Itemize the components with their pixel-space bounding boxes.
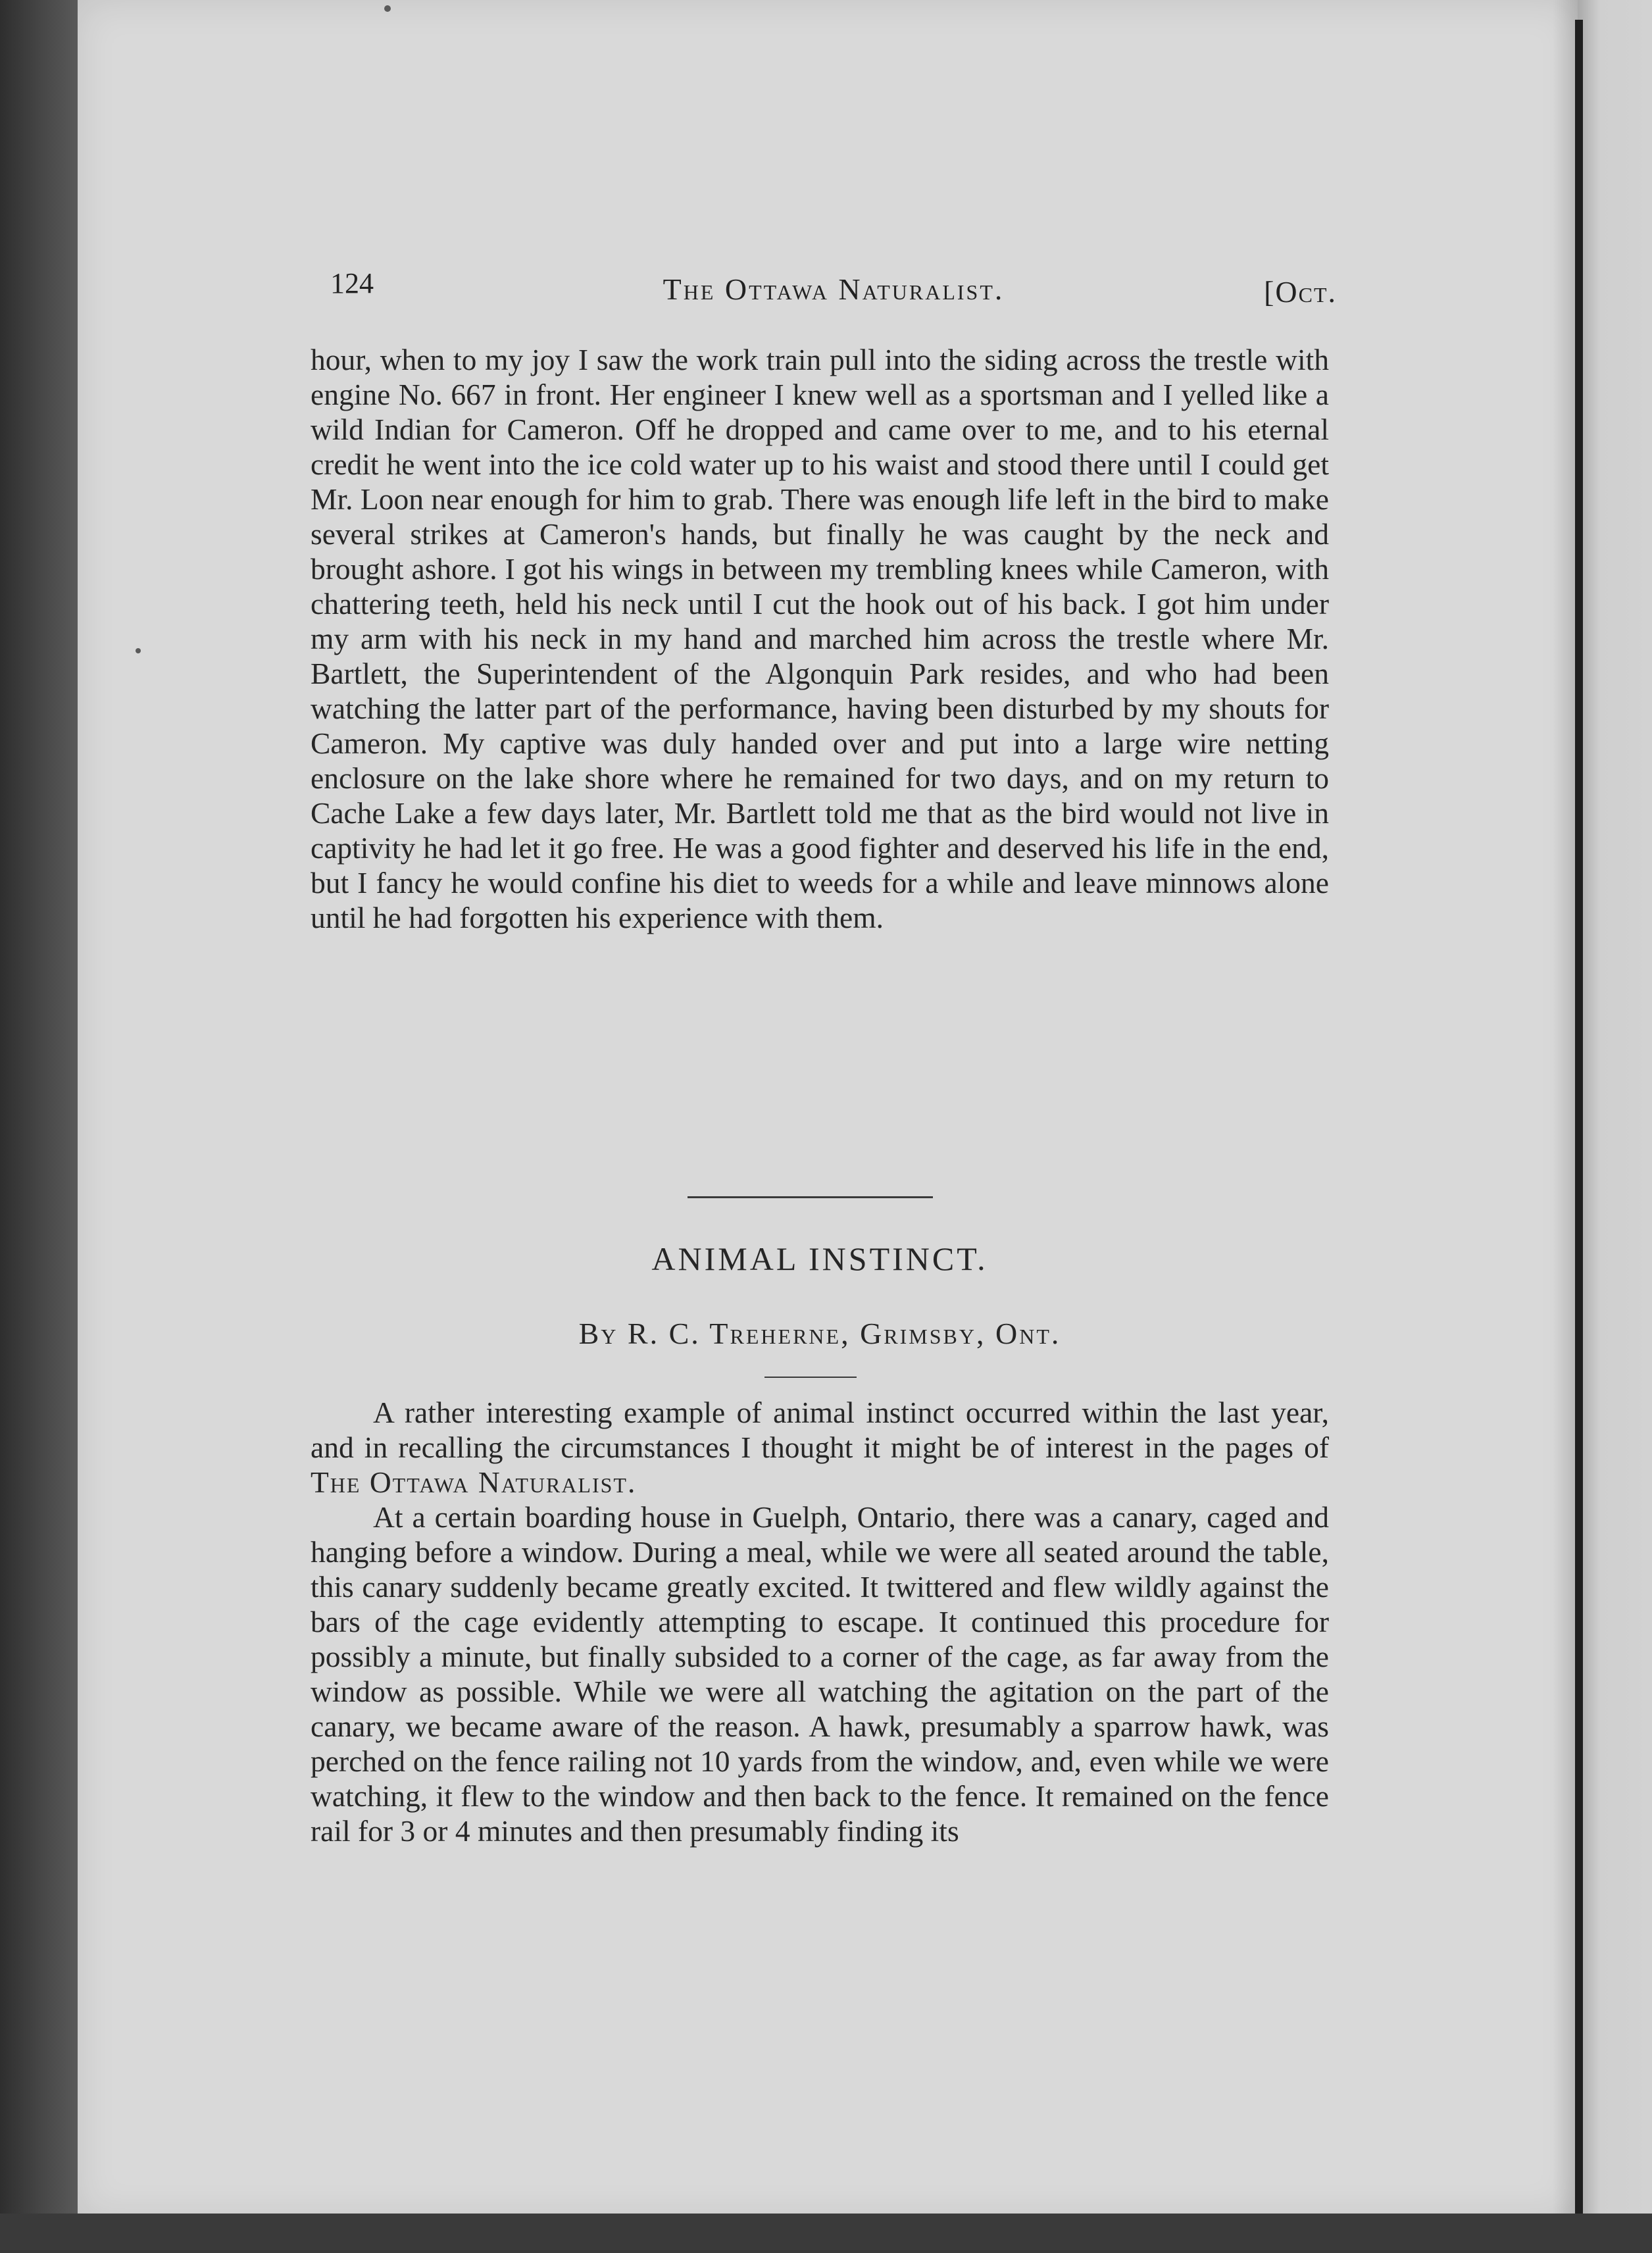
scanner-bottom-edge: [0, 2214, 1652, 2253]
running-header: [330, 266, 1337, 319]
issue-month: [Oct.: [1264, 275, 1337, 309]
continued-paragraph: hour, when to my joy I saw the work train pull into the siding across the trestle with engine No. 667 in front. Her engineer I knew well as a sportsman and I yelled like a wild Indian for Cameron. Off he dropped and came over to me, and to his eternal credit he went into the ice cold water up to his waist and stood there until I could get Mr. Loon near enough for him to grab. There was enough life left in the bird to make several strikes at Cameron's hands, but finally he was caught by the neck and brought ashore. I got his wings in between my trembling knees while Cameron, with chattering teeth, held his neck until I cut the hook out of his back. I got him under my arm with his neck in my hand and marched him across the trestle where Mr. Bartlett, the Superintendent of the Algonquin Park resides, and who had been watching the latter part of the performance, having been disturbed by my shouts for Cameron. My captive was duly handed over and put into a large wire netting enclosure on the lake shore where he remained for two days, and on my return to Cache Lake a few days later, Mr. Bartlett told me that as the bird would not live in captivity he had let it go free. He was a good fighter and deserved his life in the end, but I fancy he would confine his diet to weeds for a while and leave minnows alone until he had forgotten his experience with them.: [311, 343, 1329, 934]
article-byline: By R. C. Treherne, Grimsby, Ont.: [578, 1317, 1061, 1350]
journal-title: The Ottawa Naturalist.: [663, 272, 1005, 306]
page-border-line: [1575, 20, 1583, 2217]
continued-article-text: [311, 342, 1329, 935]
adjacent-page-edge: [1578, 0, 1652, 2253]
article-paragraph-2: At a certain boarding house in Guelph, Ontario, there was a canary, caged and hanging before a window. During a meal, while we were all seated around the table, this canary suddenly became greatly excited. It twittered and flew wildly against the bars of the cage evidently attempting to escape. It continued this procedure for possibly a minute, but finally subsided to a corner of the cage, as far away from the window as possible. While we were all watching the agitation on the part of the canary, we became aware of the reason. A hawk, presumably a sparrow hawk, was perched on the fence railing not 10 yards from the window, and, even while we were watching, it flew to the window and then back to the fence. It remained on the fence rail for 3 or 4 minutes and then presumably finding its: [311, 1500, 1329, 1848]
article-body: [311, 1395, 1329, 1848]
byline-divider: [764, 1377, 857, 1378]
scanner-left-edge: [0, 0, 79, 2253]
section-divider: [688, 1196, 933, 1198]
paragraph-1-text: A rather interesting example of animal instinct occurred within the last year, and in recalling the circumstances I thought it might be of interest in the pages of: [311, 1396, 1329, 1464]
page-number: 124: [330, 267, 374, 299]
article-title: ANIMAL INSTINCT.: [651, 1240, 988, 1277]
dust-speck: [384, 5, 391, 12]
page-gutter-shadow: [1553, 0, 1578, 2219]
journal-reference: The Ottawa Naturalist.: [311, 1465, 637, 1499]
book-page: [78, 0, 1578, 2219]
article-paragraph-1: [311, 1395, 1329, 1500]
dust-speck: [136, 648, 141, 653]
